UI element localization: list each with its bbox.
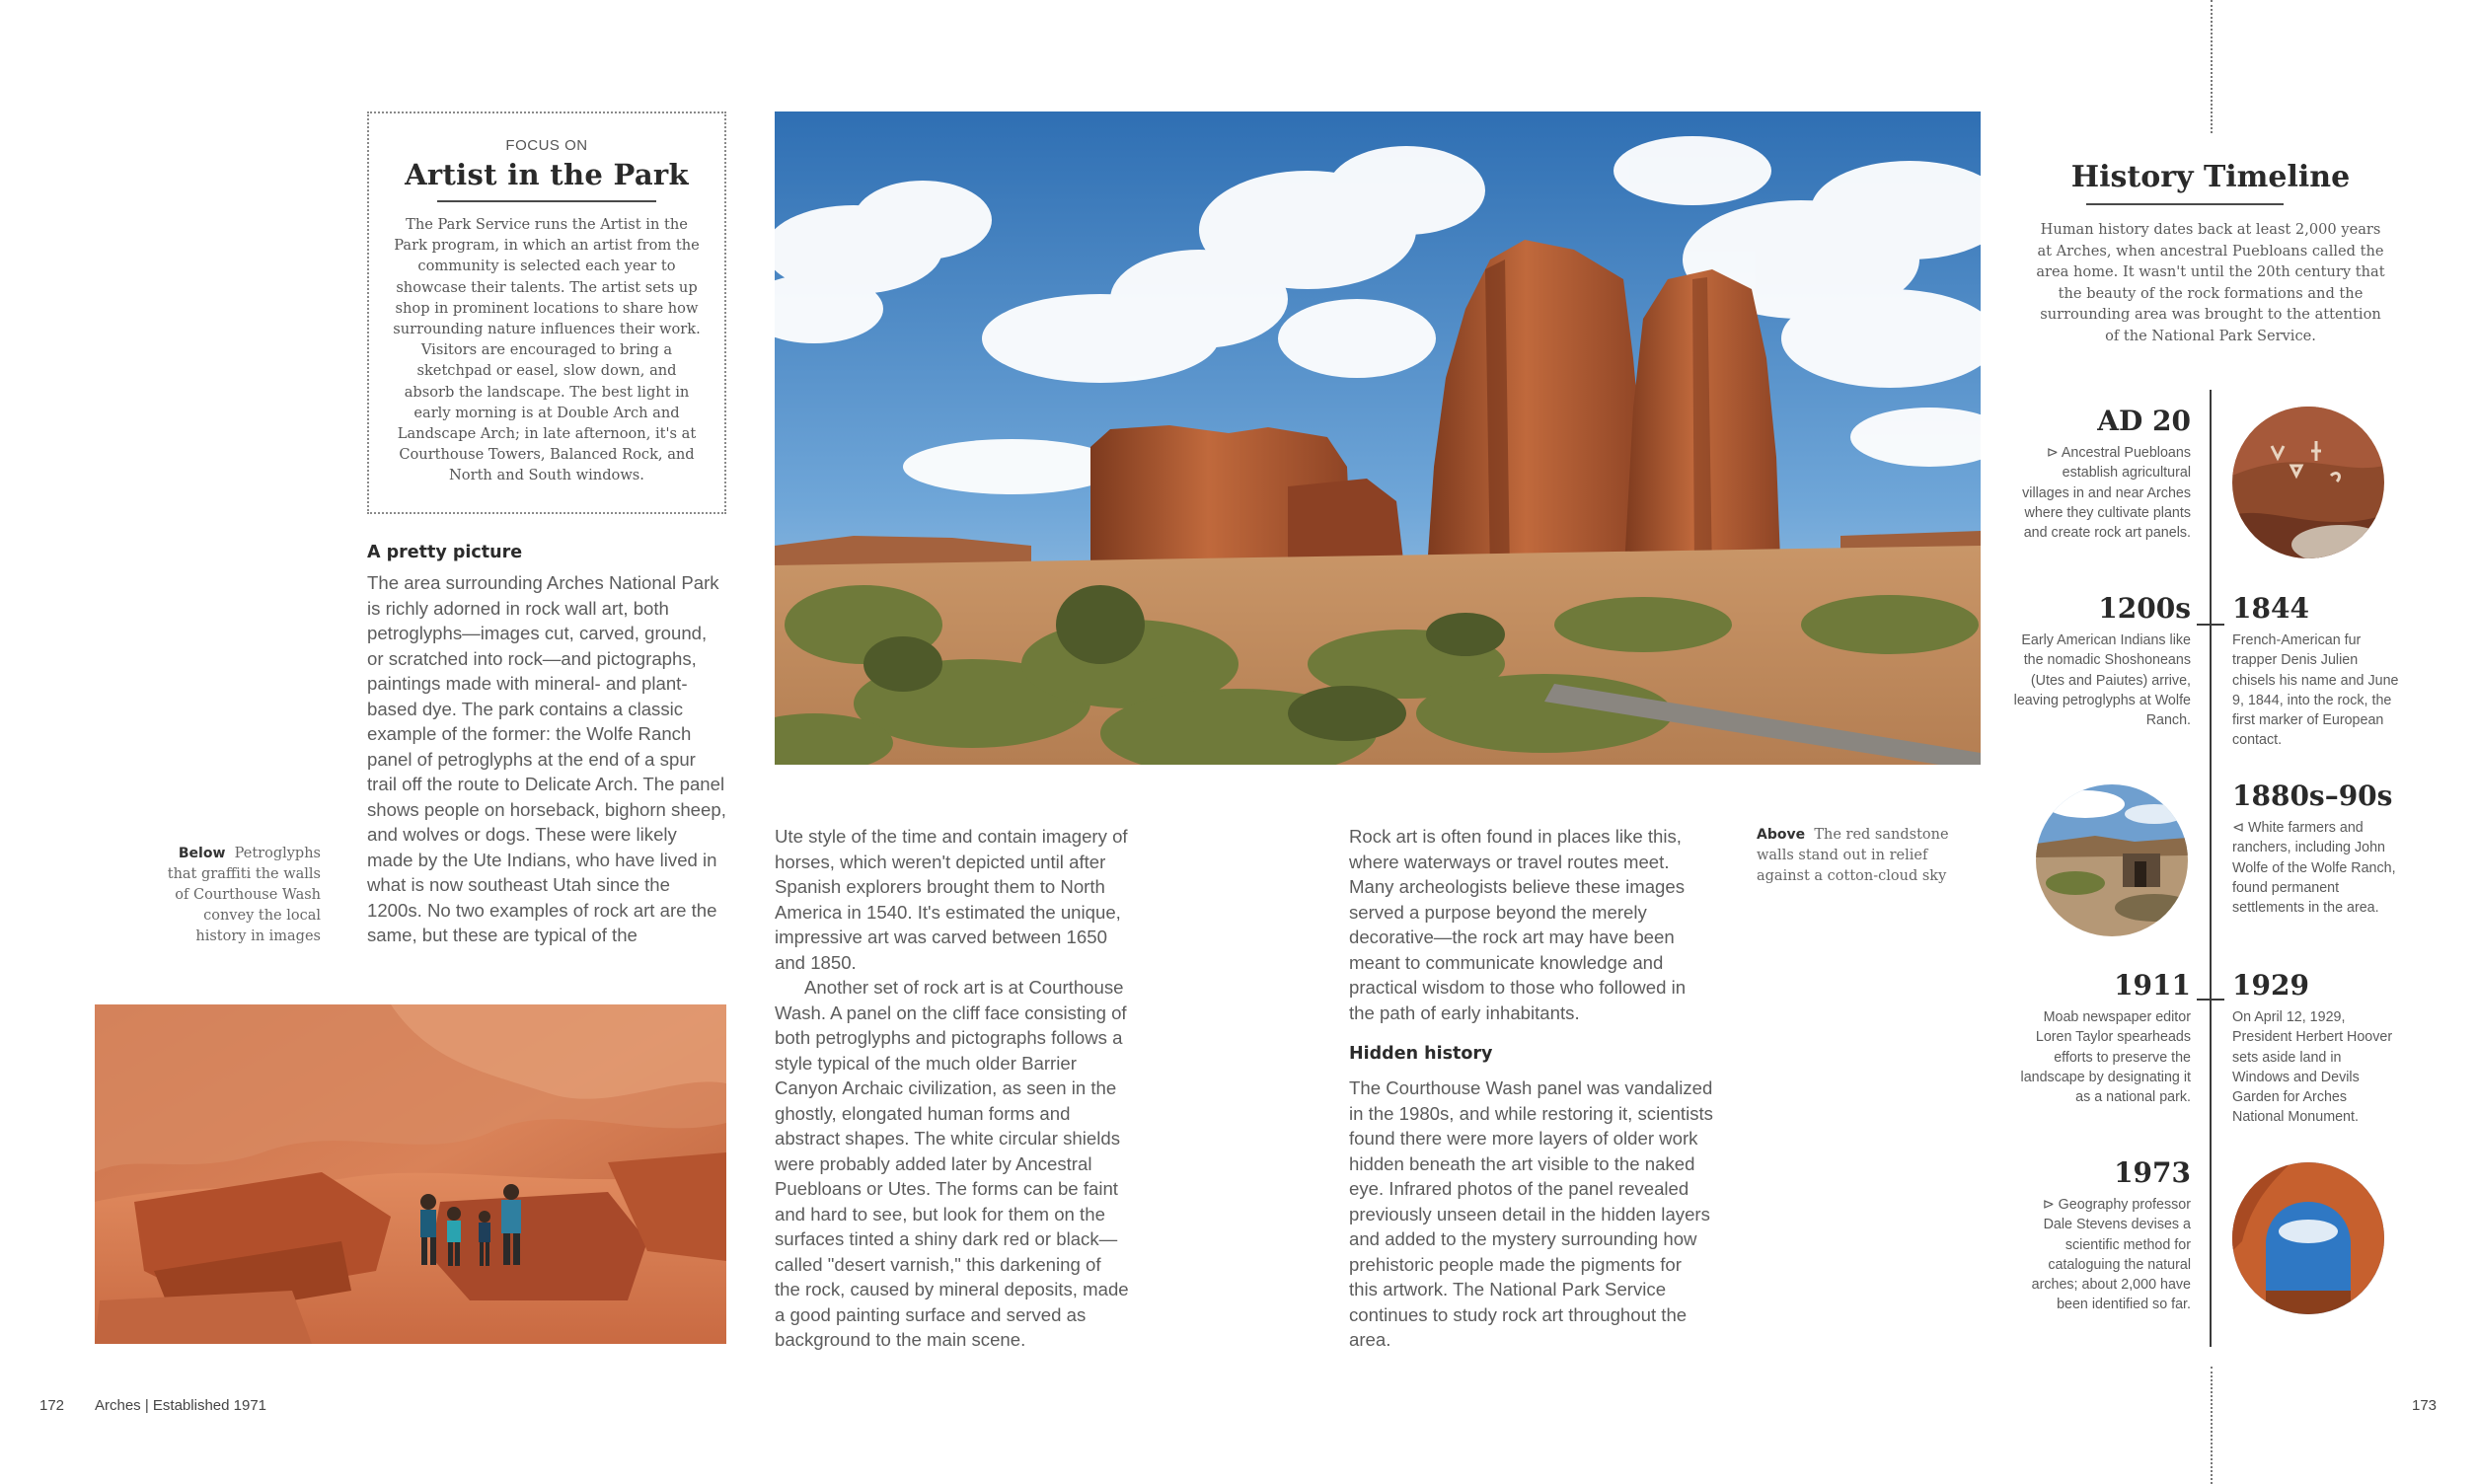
timeline-tick <box>2197 999 2224 1001</box>
focus-kicker: FOCUS ON <box>505 137 588 154</box>
timeline-year: 1880s–90s <box>2232 779 2393 812</box>
timeline-photo-arch <box>2232 1162 2384 1314</box>
timeline-text: French-American fur trapper Denis Julien chisels his name and June 9, 1844, into the rock, the first marker of European contact. <box>2232 632 2399 749</box>
timeline-entry-1200s <box>2013 592 2191 730</box>
timeline-photo-wolfe-ranch <box>2036 784 2188 936</box>
caption-below-text: Petroglyphs that graffiti the walls of Courthouse Wash convey the local history in images <box>167 846 321 944</box>
main-photo-svg <box>775 111 1981 765</box>
timeline-dotted-line-top <box>2211 0 2213 133</box>
timeline-axis <box>2210 390 2212 1347</box>
timeline-text: Moab newspaper editor Loren Taylor spearheads efforts to preserve the landscape by designating it as a national park. <box>2020 1009 2191 1106</box>
page-number-left: 172 <box>39 1397 65 1414</box>
column2-text <box>775 824 1130 1353</box>
timeline-photo-rock-art <box>2232 407 2384 558</box>
timeline-dotted-line-bottom <box>2211 1367 2213 1484</box>
running-footer: Arches | Established 1971 <box>95 1397 267 1414</box>
timeline-text: On April 12, 1929, President Herbert Hoover sets aside land in Windows and Devils Garden for Arches National Monument. <box>2232 1009 2393 1126</box>
caption-below <box>158 844 321 947</box>
column1-text: The area surrounding Arches National Park is richly adorned in rock wall art, both petroglyphs—images cut, carved, ground, or scratched into rock—and pictographs, paintings made with mineral- and plant-based dye. The park contains a classic example of the former: the Wolfe Ranch panel of petroglyphs at the end of a spur trail off the route to Delicate Arch. The panel shows people on horseback, bighorn sheep, and wolves or dogs. These were likely made by the Ute Indians, who have lived in what is now southeast Utah since the 1200s. No two examples of rock art are the same, but these are typical of the <box>367 572 726 945</box>
timeline-entry-1880s-90s <box>2232 779 2405 918</box>
timeline-year: 1844 <box>2232 592 2309 625</box>
timeline-text: ⊳ Geography professor Dale Stevens devises a scientific method for cataloguing the natural arches; about 2,000 have been identified so far. <box>2031 1197 2191 1313</box>
caption-above-text: The red sandstone walls stand out in relief against a cotton-cloud sky <box>1757 827 1949 884</box>
page-number-right: 173 <box>2412 1397 2438 1414</box>
timeline-year: 1929 <box>2232 969 2309 1002</box>
caption-above <box>1757 825 1954 887</box>
focus-body: The Park Service runs the Artist in the Park program, in which an artist from the community is selected each year to showcase their talents. The artist sets up shop in prominent locations to share how surrounding nature influences their work. Visitors are encouraged to bring a sketchpad or easel, slow down, and absorb the landscape. The best light in early morning is at Double Arch and Landscape Arch; in late afternoon, it's at Courthouse Towers, Balanced Rock, and North and South windows. <box>393 216 701 484</box>
caption-above-label: Above <box>1757 827 1806 843</box>
courthouse-towers-photo <box>775 111 1981 765</box>
timeline-year: 1200s <box>2098 592 2191 625</box>
rock-art-photo <box>95 1004 726 1344</box>
column2-paragraph-2: Another set of rock art is at Courthouse Wash. A panel on the cliff face consisting of both petroglyphs and pictographs follows a style typical of the much older Barrier Canyon Archaic civilization, as seen in the ghostly, elongated human forms and abstract shapes. The white circular shields were probably added later by Ancestral Puebloans or Utes. The forms can be faint and hard to see, but look for them on the surfaces tinted a shiny dark red or black—called "desert varnish," this darkening of the rock, caused by mineral deposits, made a good painting surface and served as background to the main scene. <box>775 977 1129 1350</box>
timeline-title: History Timeline <box>2070 160 2351 194</box>
column3-paragraph-1: Rock art is often found in places like this, where waterways or travel routes meet. Many archeologists believe these images served a purpose beyond the merely decorative—the rock art may have been meant to communicate knowledge and practical wisdom to those who followed in the path of early inhabitants. <box>1349 826 1687 1023</box>
timeline-intro: Human history dates back at least 2,000 years at Arches, when ancestral Puebloans called the area home. It wasn't until the 20th century that the beauty of the rock formations and the surrounding area was brought to the attention of the National Park Service. <box>2036 221 2385 344</box>
timeline-year: 1973 <box>2114 1156 2191 1189</box>
timeline-year: AD 20 <box>2097 405 2191 437</box>
timeline-title-divider <box>2086 203 2284 205</box>
timeline-text: ⊲ White farmers and ranchers, including John Wolfe of the Wolfe Ranch, found permanent settlements in the area. <box>2232 820 2396 917</box>
timeline-entry-1929 <box>2232 969 2400 1128</box>
focus-title: Artist in the Park <box>405 158 689 191</box>
timeline-text: ⊳ Ancestral Puebloans establish agricultural villages in and near Arches where they cultivate plants and create rock art panels. <box>2022 445 2191 542</box>
timeline-entry-ad20 <box>2013 405 2191 543</box>
caption-below-label: Below <box>178 846 226 861</box>
timeline-text: Early American Indians like the nomadic Shoshoneans (Utes and Paiutes) arrive, leaving petroglyphs at Wolfe Ranch. <box>2013 632 2191 729</box>
timeline-entry-1911 <box>2013 969 2191 1107</box>
heading-hidden-history: Hidden history <box>1349 1044 1493 1064</box>
rock-art-photo-svg <box>95 1004 726 1344</box>
column3-paragraph-2: The Courthouse Wash panel was vandalized in the 1980s, and while restoring it, scientists found there were more layers of older work hidden beneath the art visible to the naked eye. Infrared photos of the panel revealed previously unseen detail in the hidden layers and added to the mystery surrounding how prehistoric people made the pigments for this artwork. The National Park Service continues to study rock art throughout the area. <box>1349 1077 1713 1350</box>
column2-paragraph-1: Ute style of the time and contain imagery of horses, which weren't depicted until after Spanish explorers brought them to North America in 1540. It's estimated the unique, impressive art was carved between 1650 and 1850. <box>775 826 1128 973</box>
timeline-tick <box>2197 624 2224 626</box>
focus-divider <box>437 200 656 202</box>
heading-pretty-picture: A pretty picture <box>367 543 523 562</box>
timeline-entry-1973 <box>2013 1156 2191 1315</box>
focus-box <box>367 111 726 514</box>
timeline-year: 1911 <box>2114 969 2191 1002</box>
timeline-entry-1844 <box>2232 592 2400 751</box>
